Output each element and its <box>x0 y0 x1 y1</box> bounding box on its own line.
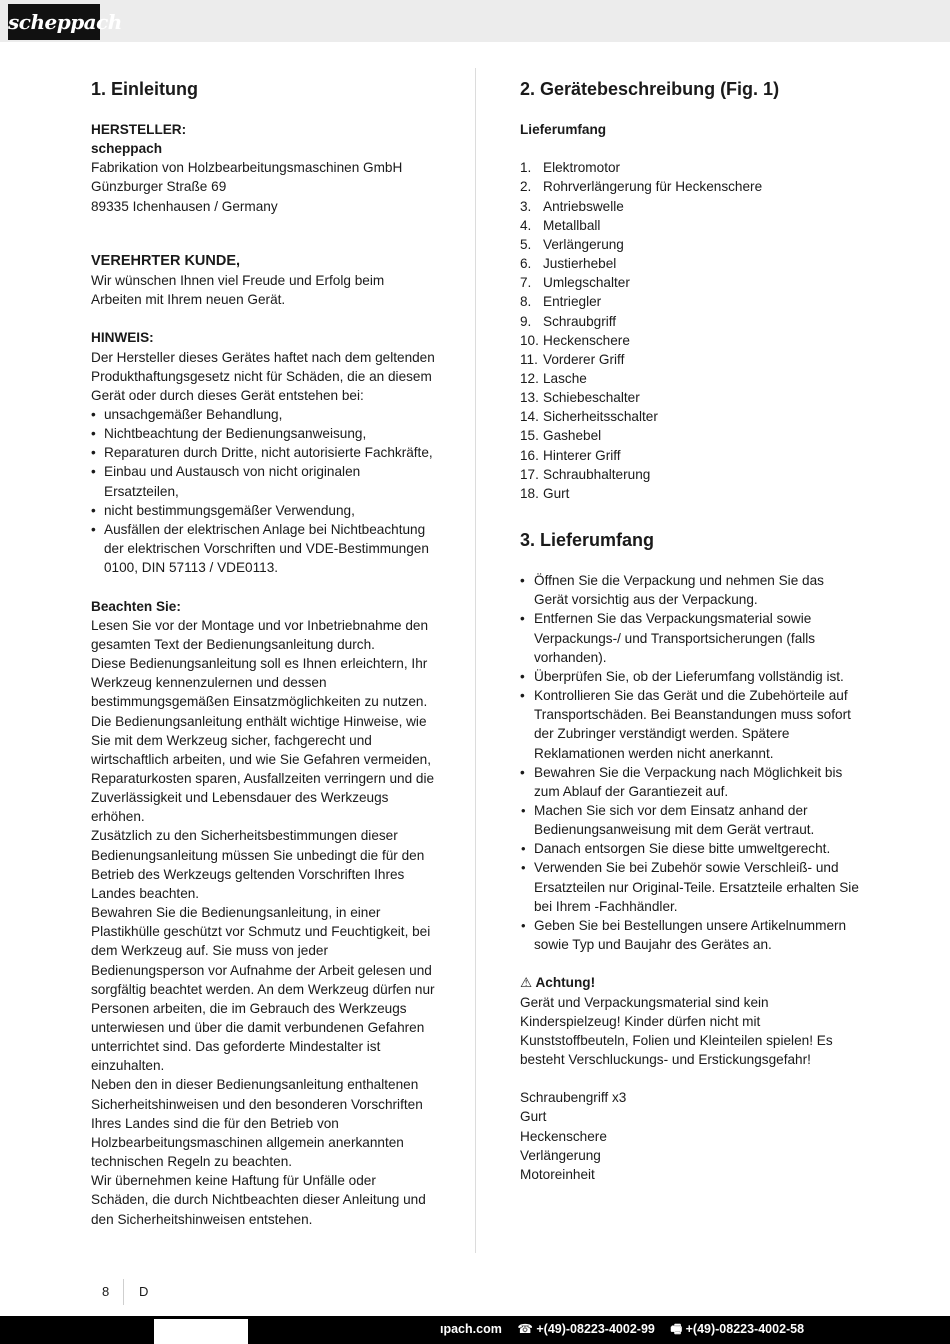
contents-item: Gurt <box>520 1109 547 1125</box>
list-item: 3. Antriebswelle <box>520 198 624 214</box>
website-link[interactable]: ıpach.com <box>440 1322 502 1336</box>
address-line: 89335 Ichenhausen / Germany <box>91 198 278 214</box>
right-column <box>520 78 860 1184</box>
list-item: 5. Verlängerung <box>520 236 624 252</box>
note-label: HINWEIS: <box>91 330 154 346</box>
list-item: • Bewahren Sie die Verpackung nach Möglichkeit bis zum Ablauf der Garantiezeit auf. <box>520 763 860 801</box>
list-item: • Öffnen Sie die Verpackung und nehmen Sie das Gerät vorsichtig aus der Verpackung. <box>520 571 860 609</box>
customer-heading: VEREHRTER KUNDE, <box>91 252 241 269</box>
list-item: • nicht bestimmungsgemäßer Verwendung, <box>91 501 436 520</box>
page-number: 8 <box>102 1284 110 1299</box>
language-code: D <box>139 1284 149 1299</box>
observe-label: Beachten Sie: <box>91 598 181 614</box>
scheppach-logo: scheppach <box>8 4 100 40</box>
footer-divider <box>123 1279 124 1305</box>
scope-label: Lieferumfang <box>520 122 607 137</box>
fax-number: 🖷 +(49)-08223-4002-58 <box>670 1322 805 1336</box>
contact-bar-box <box>154 1319 248 1344</box>
contents-item: Schraubengriff x3 <box>520 1090 627 1106</box>
phone-number: ☎ +(49)-08223-4002-99 <box>517 1322 655 1336</box>
list-item: 4. Metallball <box>520 217 601 233</box>
header-bar <box>0 0 950 42</box>
observe-paragraph: Lesen Sie vor der Montage und vor Inbetriebnahme den gesamten Text der Bedienungsanleitung durch. <box>91 617 429 652</box>
address-line: Günzburger Straße 69 <box>91 179 227 195</box>
list-item: 9. Schraubgriff <box>520 313 617 329</box>
left-column <box>91 78 436 1229</box>
address-line: Fabrikation von Holzbearbeitungsmaschinen GmbH <box>91 160 403 176</box>
warning-text: Gerät und Verpackungsmaterial sind kein Kinderspielzeug! Kinder dürfen nicht mit Kunststoffbeuteln, Folien und Kleinteilen spielen! Es besteht Verschluckungs- und Erstickungsgefahr! <box>520 994 833 1067</box>
observe-paragraph: Zusätzlich zu den Sicherheitsbestimmungen dieser Bedienungsanleitung müssen Sie unbedingt die für den Betrieb des Werkzeugs geltenden Vorschriften Ihres Landes beachten. <box>91 828 425 901</box>
list-item: • unsachgemäßer Behandlung, <box>91 405 436 424</box>
list-item: • Danach entsorgen Sie diese bitte umweltgerecht. <box>520 839 860 858</box>
list-item: • Geben Sie bei Bestellungen unsere Artikelnummern sowie Typ und Baujahr des Gerätes an. <box>520 916 860 954</box>
contact-info <box>440 1320 816 1338</box>
list-item: • Nichtbeachtung der Bedienungsanweisung, <box>91 424 436 443</box>
list-item: • Machen Sie sich vor dem Einsatz anhand der Bedienungsanweisung mit dem Gerät vertraut. <box>520 801 860 839</box>
contents-item: Heckenschere <box>520 1128 607 1144</box>
observe-paragraph: Wir übernehmen keine Haftung für Unfälle oder Schäden, die durch Nichtbeachten dieser Anleitung und den Sicherheitshinweisen entstehen. <box>91 1173 426 1227</box>
list-item: 14. Sicherheitsschalter <box>520 409 658 425</box>
list-item: 13. Schiebeschalter <box>520 390 640 406</box>
section-title-scope-of-delivery: 3. Lieferumfang <box>520 530 655 551</box>
parts-list <box>520 158 860 503</box>
list-item: 10. Heckenschere <box>520 332 630 348</box>
observe-paragraph: Neben den in dieser Bedienungsanleitung enthaltenen Sicherheitshinweisen und den besonderen Vorschriften Ihres Landes sind die für den Betrieb von Holzbearbeitungsmaschinen allgemein anerkannten technischen Regeln zu beachten. <box>91 1077 423 1170</box>
list-item: 8. Entriegler <box>520 294 602 310</box>
list-item: 2. Rohrverlängerung für Heckenschere <box>520 179 763 195</box>
list-item: • Reparaturen durch Dritte, nicht autorisierte Fachkräfte, <box>91 443 436 462</box>
manufacturer-name: scheppach <box>91 141 163 157</box>
observe-paragraph: Die Bedienungsanleitung enthält wichtige Hinweise, wie Sie mit dem Werkzeug sicher, fachgerecht und wirtschaftlich arbeiten, und wie Sie Gefahren vermeiden, Reparaturkosten sparen, Ausfallzeiten verringern und die Zuverlässigkeit und Lebensdauer des Werkzeugs erhöhen. <box>91 713 435 825</box>
list-item: • Überprüfen Sie, ob der Lieferumfang vollständig ist. <box>520 667 860 686</box>
note-intro: Der Hersteller dieses Gerätes haftet nach dem geltenden Produkthaftungsgesetz nicht für Schäden, die an diesem Gerät oder durch dieses Gerät entstehen bei: <box>91 349 435 403</box>
list-item: 17. Schraubhalterung <box>520 466 651 482</box>
list-item: • Ausfällen der elektrischen Anlage bei Nichtbeachtung der elektrischen Vorschriften und VDE-Bestimmungen 0100, DIN 57113 / VDE0113. <box>91 520 436 577</box>
note-list <box>91 405 436 577</box>
section-title-introduction: 1. Einleitung <box>91 79 199 99</box>
list-item: 16. Hinterer Griff <box>520 447 621 463</box>
list-item: 12. Lasche <box>520 371 587 387</box>
warning-title: ⚠ Achtung! <box>520 975 596 991</box>
list-item: • Kontrollieren Sie das Gerät und die Zubehörteile auf Transportschäden. Bei Beanstandungen muss sofort der Zubringer verständigt werden. Spätere Reklamationen werden nicht anerkannt. <box>520 686 860 763</box>
observe-paragraph: Diese Bedienungsanleitung soll es Ihnen erleichtern, Ihr Werkzeug kennenzulernen und dessen bestimmungsgemäßen Einsatzmöglichkeiten zu nutzen. <box>91 656 428 710</box>
list-item: 6. Justierhebel <box>520 256 617 272</box>
list-item: • Einbau und Austausch von nicht originalen Ersatzteilen, <box>91 462 436 500</box>
scope-list <box>520 571 860 954</box>
list-item: 1. Elektromotor <box>520 160 621 176</box>
list-item: 15. Gashebel <box>520 428 602 444</box>
list-item: 7. Umlegschalter <box>520 275 630 291</box>
contents-item: Motoreinheit <box>520 1166 595 1182</box>
column-divider <box>475 68 476 1253</box>
list-item: 11. Vorderer Griff <box>520 351 625 367</box>
manufacturer-label: HERSTELLER: <box>91 122 187 137</box>
list-item: 18. Gurt <box>520 485 570 501</box>
customer-text: Wir wünschen Ihnen viel Freude und Erfolg beim Arbeiten mit Ihrem neuen Gerät. <box>91 272 385 308</box>
observe-paragraph: Bewahren Sie die Bedienungsanleitung, in einer Plastikhülle geschützt vor Schmutz und Feuchtigkeit, bei dem Werkzeug auf. Sie muss von jeder Bedienungsperson vor Aufnahme der Arbeit gelesen und sorgfältig beachtet werden. An dem Werkzeug dürfen nur Personen arbeiten, die im Gebrauch des Werkzeugs unterwiesen und über die damit verbundenen Gefahren unterrichtet sind. Das geforderte Mindestalter ist einzuhalten. <box>91 905 435 1074</box>
contents-item: Verlängerung <box>520 1147 601 1163</box>
list-item: • Verwenden Sie bei Zubehör sowie Verschleiß- und Ersatzteilen nur Original-Teile. Ersatzteile erhalten Sie bei Ihrem -Fachhändler. <box>520 858 860 915</box>
section-title-device-description: 2. Gerätebeschreibung (Fig. 1) <box>520 79 780 99</box>
list-item: • Entfernen Sie das Verpackungsmaterial sowie Verpackungs-/ und Transportsicherungen (falls vorhanden). <box>520 609 860 666</box>
